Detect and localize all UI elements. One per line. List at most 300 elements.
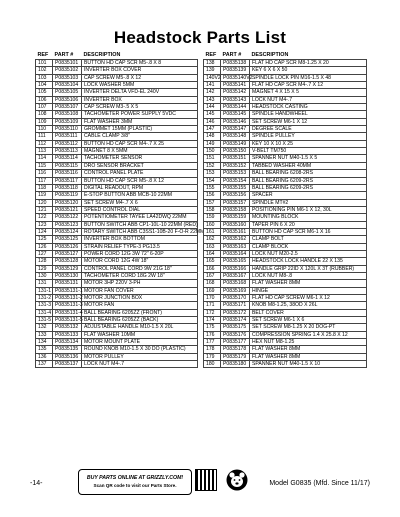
ref-cell: 126: [36, 243, 53, 250]
part-number-cell: P0835148: [221, 133, 250, 140]
description-cell: ADJUSTABLE HANDLE M10-1.5 X 20L: [82, 324, 198, 331]
table-row: [36, 192, 198, 199]
ref-cell: 107: [36, 104, 53, 111]
part-number-cell: P0835155: [221, 184, 250, 191]
ref-cell: 178: [204, 346, 221, 353]
part-number-cell: P0835168: [221, 280, 250, 287]
table-row: [36, 324, 198, 331]
table-row: [204, 148, 367, 155]
part-number-cell: P0835161: [221, 228, 250, 235]
ref-cell: 117: [36, 177, 53, 184]
ref-cell: 106: [36, 96, 53, 103]
ref-cell: 167: [204, 272, 221, 279]
part-number-cell: P0835151: [221, 155, 250, 162]
ref-cell: 125: [36, 236, 53, 243]
part-number-cell: P0835136: [53, 353, 82, 360]
table-row: [36, 317, 198, 324]
part-number-cell: P0835144: [221, 104, 250, 111]
description-cell: FLAT HD CAP SCREW M6-1 X 12: [250, 295, 367, 302]
ref-cell: 135: [36, 346, 53, 353]
part-number-cell: P0835177: [221, 339, 250, 346]
part-number-cell: P0835134: [53, 339, 82, 346]
description-cell: SPEED CONTROL DIAL: [82, 206, 198, 213]
part-number-cell: P0835153: [221, 170, 250, 177]
table-row: [204, 60, 367, 67]
ref-cell: 114: [36, 155, 53, 162]
part-number-cell: P0835154: [221, 177, 250, 184]
part-number-cell: P0835167: [221, 272, 250, 279]
table-row: [204, 346, 367, 353]
description-cell: FLAT WASHER 8MM: [250, 280, 367, 287]
description-cell: DRO SENSOR BRACKET: [82, 162, 198, 169]
part-number-cell: P0835115: [53, 162, 82, 169]
table-row: [204, 177, 367, 184]
part-number-cell: P0835104: [53, 82, 82, 89]
description-cell: FLAT HD CAP SCR M8-1.25 X 20: [250, 60, 367, 67]
table-row: [204, 302, 367, 309]
part-number-cell: P0835141: [221, 82, 250, 89]
description-cell: BALL BEARING 6209-2RS: [250, 184, 367, 191]
table-row: [204, 339, 367, 346]
part-number-cell: P0835106: [53, 96, 82, 103]
part-number-cell: P0835178: [221, 346, 250, 353]
part-number-cell: P0835174: [221, 317, 250, 324]
ref-cell: 171: [204, 302, 221, 309]
part-number-cell: P0835146: [221, 118, 250, 125]
table-row: [204, 155, 367, 162]
table-row: [204, 272, 367, 279]
ref-cell: 176: [204, 331, 221, 338]
table-row: [36, 206, 198, 213]
part-number-cell: P0835118: [53, 184, 82, 191]
description-cell: FLAT WASHER 3MM: [82, 118, 198, 125]
part-number-cell: P0835128: [53, 258, 82, 265]
table-row: [36, 228, 198, 235]
ref-cell: 155: [204, 184, 221, 191]
ref-cell: 151: [204, 155, 221, 162]
table-row: [204, 243, 367, 250]
table-row: [36, 67, 198, 74]
table-header-row: [36, 51, 198, 60]
part-number-cell: P0835108: [53, 111, 82, 118]
table-row: [204, 89, 367, 96]
description-cell: BUTTON HD CAP SCR M5-.8 X 12: [82, 177, 198, 184]
ref-cell: 177: [204, 339, 221, 346]
table-row: [36, 236, 198, 243]
ref-cell: 134: [36, 339, 53, 346]
description-cell: SPACER: [250, 192, 367, 199]
part-number-cell: P0835117: [53, 177, 82, 184]
part-number-cell: P0835158: [221, 206, 250, 213]
ref-cell: 121: [36, 206, 53, 213]
part-number-cell: P0835159: [221, 214, 250, 221]
ref-cell: 147: [204, 126, 221, 133]
description-cell: SET SCREW M8-1.25 X 20 DOG-PT: [250, 324, 367, 331]
description-cell: BUTTON SWITCH ABB CP1-10L-10 22MM (RED): [82, 221, 198, 228]
description-cell: V-BELT TM750: [250, 148, 367, 155]
description-cell: SPINDLE MT#2: [250, 199, 367, 206]
table-row: [36, 302, 198, 309]
description-cell: CLAMP BOLT: [250, 236, 367, 243]
part-number-cell: P0835121: [53, 206, 82, 213]
table-row: [36, 258, 198, 265]
table-row: [204, 361, 367, 368]
description-cell: SPINDLE LOCK PIN M16-1.5 X 48: [250, 74, 367, 81]
description-cell: MOTOR JUNCTION BOX: [82, 295, 198, 302]
ref-cell: 131-4: [36, 309, 53, 316]
description-cell: BELT COVER: [250, 309, 367, 316]
description-cell: MOTOR FAN: [82, 302, 198, 309]
table-row: [36, 111, 198, 118]
ref-cell: 166: [204, 265, 221, 272]
part-number-cell: P0835160: [221, 221, 250, 228]
description-cell: BALL BEARING 6205ZZ (FRONT): [82, 309, 198, 316]
table-row: [204, 265, 367, 272]
ref-cell: 127: [36, 250, 53, 257]
ref-cell: 104: [36, 82, 53, 89]
ref-cell: 105: [36, 89, 53, 96]
table-row: [204, 162, 367, 169]
description-cell: FLAT WASHER 10MM: [82, 331, 198, 338]
table-row: [204, 126, 367, 133]
table-row: [36, 133, 198, 140]
description-cell: FLAT HD CAP SCR M4-.7 X 12: [250, 82, 367, 89]
table-row: [204, 104, 367, 111]
description-cell: LOCK WASHER 5MM: [82, 82, 198, 89]
description-cell: SET SCREW M6-1 X 6: [250, 317, 367, 324]
ref-cell: 164: [204, 250, 221, 257]
description-cell: KNOB M8-1.25, 38OD X 26L: [250, 302, 367, 309]
table-row: [204, 199, 367, 206]
ref-cell: 150: [204, 148, 221, 155]
description-cell: BUTTON HD CAP SCR M5-.8 X 8: [82, 60, 198, 67]
part-number-cell: P0835163: [221, 243, 250, 250]
table-row: [36, 104, 198, 111]
promo-headline: BUY PARTS ONLINE AT GRIZZLY.COM!: [86, 475, 184, 481]
description-cell: FLAT WASHER 8MM: [250, 353, 367, 360]
ref-cell: 143: [204, 96, 221, 103]
table-row: [36, 280, 198, 287]
description-cell: CABLE CLAMP 3/8": [82, 133, 198, 140]
part-number-cell: P0835122: [53, 214, 82, 221]
description-cell: INVERTER BOX COVER: [82, 67, 198, 74]
description-cell: CONTROL PANEL CORD 9W 21G 18": [82, 265, 198, 272]
ref-cell: 162: [204, 236, 221, 243]
table-row: [36, 60, 198, 67]
part-number-cell: P0835109: [53, 118, 82, 125]
table-row: [204, 309, 367, 316]
part-number-cell: P0835133: [53, 331, 82, 338]
description-cell: MAGNET 8 X 5MM: [82, 148, 198, 155]
ref-cell: 149: [204, 140, 221, 147]
ref-cell: 108: [36, 111, 53, 118]
table-row: [204, 250, 367, 257]
description-cell: TACHOMETER SENSOR: [82, 155, 198, 162]
ref-cell: 145: [204, 111, 221, 118]
description-cell: ROUND KNOB M10-1.5 X 30 DO (PLASTIC): [82, 346, 198, 353]
description-cell: STRAIN RELIEF TYPE-3 PG13.5: [82, 243, 198, 250]
ref-cell: 115: [36, 162, 53, 169]
ref-cell: 165: [204, 258, 221, 265]
description-cell: SPANNER NUT M40-1.5 X 10: [250, 361, 367, 368]
part-number-cell: P0835140V2: [221, 74, 250, 81]
header-ref: REF: [205, 52, 217, 58]
table-row: [36, 295, 198, 302]
table-row: [204, 82, 367, 89]
description-cell: LOCK NUT M4-.7: [250, 96, 367, 103]
ref-cell: 120: [36, 199, 53, 206]
table-row: [36, 361, 198, 368]
description-cell: HEX NUT M8-1.25: [250, 339, 367, 346]
part-number-cell: P0835164: [221, 250, 250, 257]
description-cell: TAPER PIN 6 X 20: [250, 221, 367, 228]
part-number-cell: P0835175: [221, 324, 250, 331]
table-row: [36, 243, 198, 250]
description-cell: KEY 10 X 10 X 25: [250, 140, 367, 147]
description-cell: INVERTER BOX: [82, 96, 198, 103]
description-cell: HANDLE GRIP 22ID X 120L X 3T (RUBBER): [250, 265, 367, 272]
part-number-cell: P0835131-2: [53, 295, 82, 302]
ref-cell: 146: [204, 118, 221, 125]
ref-cell: 172: [204, 309, 221, 316]
ref-cell: 159: [204, 214, 221, 221]
part-number-cell: P0835107: [53, 104, 82, 111]
table-row: [204, 287, 367, 294]
header-ref: REF: [37, 52, 49, 58]
ref-cell: 130: [36, 272, 53, 279]
parts-store-banner[interactable]: [78, 469, 192, 495]
part-number-cell: P0835131-1: [53, 287, 82, 294]
part-number-cell: P0835139: [221, 67, 250, 74]
description-cell: LOCK NUT M20-2.5: [250, 250, 367, 257]
description-cell: TACHOMETER POWER SUPPLY 5VDC: [82, 111, 198, 118]
part-number-cell: P0835132: [53, 324, 82, 331]
table-row: [36, 339, 198, 346]
table-row: [36, 170, 198, 177]
table-row: [36, 82, 198, 89]
part-number-cell: P0835105: [53, 89, 82, 96]
part-number-cell: P0835120: [53, 199, 82, 206]
part-number-cell: P0835170: [221, 295, 250, 302]
description-cell: POTENTIOMETER TAYEE LA42DWQ 22MM: [82, 214, 198, 221]
ref-cell: 103: [36, 74, 53, 81]
ref-cell: 123: [36, 221, 53, 228]
table-row: [36, 331, 198, 338]
description-cell: HEADSTOCK LOCK HANDLE 22 X 135: [250, 258, 367, 265]
part-number-cell: P0835162: [221, 236, 250, 243]
part-number-cell: P0835172: [221, 309, 250, 316]
ref-cell: 175: [204, 324, 221, 331]
table-row: [204, 258, 367, 265]
description-cell: HEADSTOCK CASTING: [250, 104, 367, 111]
ref-cell: 137: [36, 361, 53, 368]
table-row: [204, 236, 367, 243]
part-number-cell: P0835152: [221, 162, 250, 169]
table-row: [204, 324, 367, 331]
part-number-cell: P0835147: [221, 126, 250, 133]
part-number-cell: P0835123: [53, 221, 82, 228]
description-cell: SET SCREW M4-.7 X 6: [82, 199, 198, 206]
ref-cell: 153: [204, 170, 221, 177]
ref-cell: 131-5: [36, 317, 53, 324]
page-title: Headstock Parts List: [113, 28, 287, 47]
description-cell: BUTTON HD CAP SCR M6-1 X 16: [250, 228, 367, 235]
table-row: [204, 118, 367, 125]
part-number-cell: P0835149: [221, 140, 250, 147]
ref-cell: 139: [204, 67, 221, 74]
ref-cell: 168: [204, 280, 221, 287]
table-row: [36, 272, 198, 279]
part-number-cell: P0835145: [221, 111, 250, 118]
table-header-row: [204, 51, 367, 60]
description-cell: BALL BEARING 6205ZZ (BACK): [82, 317, 198, 324]
description-cell: KEY 6 X 6 X 50: [250, 67, 367, 74]
description-cell: CLAMP BLOCK: [250, 243, 367, 250]
qr-code-icon[interactable]: [195, 469, 217, 491]
description-cell: BALL BEARING 6209-2RS: [250, 177, 367, 184]
table-row: [204, 280, 367, 287]
part-number-cell: P0835179: [221, 353, 250, 360]
parts-table-right: [203, 51, 367, 368]
part-number-cell: P0835169: [221, 287, 250, 294]
table-row: [36, 265, 198, 272]
ref-cell: 148: [204, 133, 221, 140]
header-description: DESCRIPTION: [251, 52, 289, 58]
ref-cell: 152: [204, 162, 221, 169]
description-cell: CONTROL PANEL PLATE: [82, 170, 198, 177]
description-cell: CAP SCREW M5-.8 X 12: [82, 74, 198, 81]
ref-cell: 110: [36, 126, 53, 133]
part-number-cell: P0835166: [221, 265, 250, 272]
table-row: [36, 126, 198, 133]
description-cell: DIGITAL READOUT, RPM: [82, 184, 198, 191]
table-row: [36, 184, 198, 191]
ref-cell: 156: [204, 192, 221, 199]
ref-cell: 118: [36, 184, 53, 191]
table-row: [204, 353, 367, 360]
part-number-cell: P0835114: [53, 155, 82, 162]
ref-cell: 160: [204, 221, 221, 228]
part-number-cell: P0835126: [53, 243, 82, 250]
part-number-cell: P0835113: [53, 148, 82, 155]
description-cell: GROMMET 15MM (PLASTIC): [82, 126, 198, 133]
part-number-cell: P0835131: [53, 280, 82, 287]
table-row: [204, 331, 367, 338]
description-cell: ROTARY SWITCH ABB C3SS1-10B-20 F-O-R 22MM: [82, 228, 198, 235]
grizzly-bear-logo-icon: [226, 469, 248, 491]
part-number-cell: P0835165: [221, 258, 250, 265]
ref-cell: 131-1: [36, 287, 53, 294]
table-row: [204, 206, 367, 213]
table-row: [204, 111, 367, 118]
ref-cell: 170: [204, 295, 221, 302]
ref-cell: 122: [36, 214, 53, 221]
page-number: -14-: [30, 480, 43, 487]
description-cell: MOTOR CORD 12G 4W 18": [82, 258, 198, 265]
ref-cell: 138: [204, 60, 221, 67]
part-number-cell: P0835119: [53, 192, 82, 199]
ref-cell: 128: [36, 258, 53, 265]
part-number-cell: P0835131-3: [53, 302, 82, 309]
promo-subtext: Scan QR code to visit our Parts Store.: [93, 483, 177, 488]
ref-cell: 180: [204, 361, 221, 368]
table-row: [36, 118, 198, 125]
description-cell: INVERTER DELTA VFD-EL 240V: [82, 89, 198, 96]
part-number-cell: P0835111: [53, 133, 82, 140]
part-number-cell: P0835176: [221, 331, 250, 338]
description-cell: FLAT WASHER 8MM: [250, 346, 367, 353]
ref-cell: 131: [36, 280, 53, 287]
description-cell: MOTOR PULLEY: [82, 353, 198, 360]
ref-cell: 119: [36, 192, 53, 199]
table-row: [36, 353, 198, 360]
part-number-cell: P0835171: [221, 302, 250, 309]
description-cell: BALL BEARING 6208-2RS: [250, 170, 367, 177]
table-row: [36, 89, 198, 96]
table-row: [36, 155, 198, 162]
description-cell: TABBED WASHER 40MM: [250, 162, 367, 169]
part-number-cell: P0835157: [221, 199, 250, 206]
table-row: [204, 74, 367, 81]
table-row: [36, 140, 198, 147]
table-row: [204, 192, 367, 199]
table-row: [204, 295, 367, 302]
header-description: DESCRIPTION: [83, 52, 121, 58]
part-number-cell: P0835156: [221, 192, 250, 199]
model-info: Model G0835 (Mfd. Since 11/17): [269, 480, 370, 487]
table-row: [204, 214, 367, 221]
ref-cell: 136: [36, 353, 53, 360]
description-cell: HINGE: [250, 287, 367, 294]
part-number-cell: P0835143: [221, 96, 250, 103]
table-row: [204, 67, 367, 74]
table-row: [204, 184, 367, 191]
description-cell: INVERTER BOX BOTTOM: [82, 236, 198, 243]
table-row: [36, 287, 198, 294]
part-number-cell: P0835135: [53, 346, 82, 353]
ref-cell: 163: [204, 243, 221, 250]
description-cell: SET SCREW M6-1 X 12: [250, 118, 367, 125]
part-number-cell: P0835142: [221, 89, 250, 96]
part-number-cell: P0835137: [53, 361, 82, 368]
table-row: [204, 140, 367, 147]
table-row: [204, 133, 367, 140]
description-cell: MOTOR 3HP 220V 3-PH: [82, 280, 198, 287]
table-row: [204, 228, 367, 235]
table-row: [36, 214, 198, 221]
part-number-cell: P0835131-5: [53, 317, 82, 324]
part-number-cell: P0835131-4: [53, 309, 82, 316]
description-cell: TACHOMETER CORD 18G 2W 18": [82, 272, 198, 279]
part-number-cell: P0835127: [53, 250, 82, 257]
table-row: [36, 250, 198, 257]
table-row: [36, 346, 198, 353]
part-number-cell: P0835150: [221, 148, 250, 155]
ref-cell: 144: [204, 104, 221, 111]
table-row: [36, 162, 198, 169]
ref-cell: 133: [36, 331, 53, 338]
description-cell: MOUNTING BLOCK: [250, 214, 367, 221]
table-row: [36, 221, 198, 228]
ref-cell: 142: [204, 89, 221, 96]
description-cell: COMPRESSION SPRING 1.4 X 25.8 X 12: [250, 331, 367, 338]
part-number-cell: P0835124: [53, 228, 82, 235]
part-number-cell: P0835110: [53, 126, 82, 133]
part-number-cell: P0835102: [53, 67, 82, 74]
ref-cell: 129: [36, 265, 53, 272]
description-cell: SPANNER NUT M40-1.5 X 5: [250, 155, 367, 162]
table-row: [204, 96, 367, 103]
